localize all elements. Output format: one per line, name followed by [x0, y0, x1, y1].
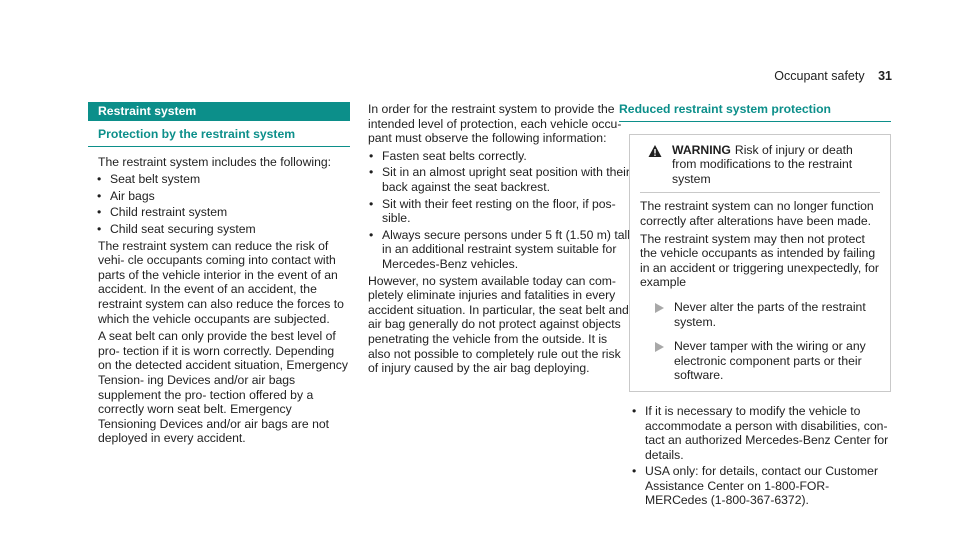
intro-text: The restraint system includes the following: — [98, 154, 332, 169]
arrow-right-icon — [652, 340, 666, 354]
list-item: • Sit in an almost upright seat position with their back against the seat backrest. — [382, 165, 630, 194]
arrow-right-icon — [652, 301, 666, 315]
list-item: • Seat belt system — [110, 172, 350, 187]
list-item: • USA only: for details, contact our Customer Assistance Center on 1-800-FOR-MERCedes (1-800-367-6372). — [645, 464, 891, 508]
warning-paragraph: The restraint system can no longer function correctly after alterations have been made. — [640, 199, 874, 228]
column-right — [619, 102, 891, 510]
restraint-components-list — [88, 172, 350, 236]
running-header — [774, 69, 892, 83]
warning-step-text: Never tamper with the wiring or any electronic component parts or their software. — [674, 339, 866, 383]
warning-title — [672, 143, 880, 187]
paragraph: The restraint system can reduce the risk of vehi- cle occupants coming into contact with parts of the vehicle interior in the event of an accident. In the event of an accident, the restraint system can also reduce the forces to which the vehicle occupants are subjected. — [98, 238, 344, 326]
intro-text: In order for the restraint system to provide the intended level of protection, each vehicle occu- pant must observe the following information: — [368, 102, 622, 146]
modification-info-list — [619, 404, 891, 508]
warning-label: WARNING — [672, 142, 731, 157]
list-item: • Fasten seat belts correctly. — [382, 149, 630, 164]
section-title-bar: Restraint system — [88, 102, 350, 121]
list-item: • Air bags — [110, 189, 350, 204]
paragraph: A seat belt can only provide the best level of pro- tection if it is worn correctly. Depending on the detected accident situation, Emergency Tension- ing Devices and/or air bags supplement the pro- tection offered by a correctly worn seat belt. Emergency Tensioning Devices and/or air bags are not deployed in every accident. — [98, 329, 348, 446]
subheading-protection: Protection by the restraint system — [88, 127, 350, 147]
column-middle — [368, 102, 630, 379]
subheading-reduced-protection: Reduced restraint system protection — [619, 102, 891, 122]
section-name: Occupant safety — [774, 69, 865, 83]
list-item: • Child seat securing system — [110, 222, 350, 237]
list-item: • If it is necessary to modify the vehicle to accommodate a person with disabilities, con- tact an authorized Mercedes-Benz Center for details. — [645, 404, 891, 462]
list-item: • Sit with their feet resting on the floor, if pos- sible. — [382, 197, 630, 226]
warning-body — [640, 192, 880, 383]
page-number: 31 — [878, 69, 892, 83]
occupant-info-list — [368, 149, 630, 272]
warning-step-text: Never alter the parts of the restraint system. — [674, 299, 866, 329]
warning-box — [629, 134, 891, 392]
warning-triangle-icon — [648, 144, 662, 158]
paragraph: However, no system available today can com- pletely eliminate injuries and fatalities in every accident situation. In particular, the seat belt and air bag generally do not protect against objects penetrating the vehicle from the outside. It is also not possible to completely rule out the risk of injury caused by the air bag deploying. — [368, 273, 629, 376]
list-item: • Always secure persons under 5 ft (1.50 m) tall in an additional restraint system suitable for Mercedes-Benz vehicles. — [382, 228, 630, 272]
warning-header — [640, 143, 880, 187]
column-left — [88, 102, 350, 449]
list-item: • Child restraint system — [110, 205, 350, 220]
warning-paragraph: The restraint system may then not protect the vehicle occupants as intended by failing in an accident or triggering unexpectedly, for example — [640, 231, 879, 290]
warning-step — [640, 339, 880, 383]
warning-step — [640, 300, 880, 329]
warning-title-text: Risk of injury or death from modifications to the restraint system — [672, 142, 853, 186]
